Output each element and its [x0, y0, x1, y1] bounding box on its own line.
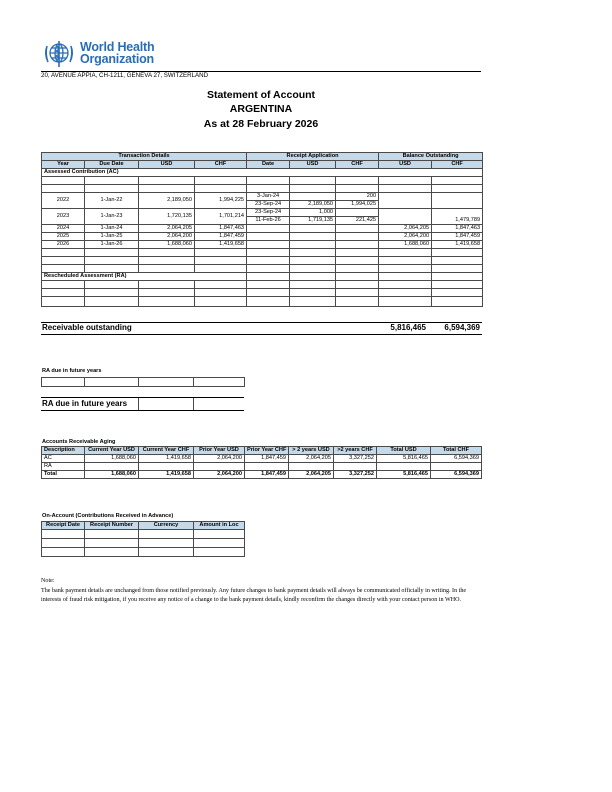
usd-cell: 1,688,060	[139, 241, 195, 249]
aging-cell: 1,419,658	[139, 455, 194, 463]
divider	[138, 398, 139, 410]
col-receipt-usd: USD	[290, 161, 336, 169]
ra-future-small-label: RA due in future years	[42, 368, 102, 374]
year-cell: 2026	[42, 241, 85, 249]
aging-row-ac	[42, 455, 482, 463]
aging-cell: 3,327,252	[334, 471, 377, 479]
usd-cell: 2,064,200	[139, 233, 195, 241]
on-account-title: On-Account (Contributions Received in Advance)	[42, 513, 174, 519]
due-date-cell: 1-Jan-24	[85, 225, 139, 233]
group-header-balance: Balance Outstanding	[379, 153, 483, 161]
receipt-date-cell: 23-Sep-24	[247, 209, 290, 217]
chf-cell: 1,994,225	[195, 193, 247, 209]
balance-chf-cell: 1,419,658	[432, 241, 483, 249]
who-emblem-icon	[41, 38, 77, 70]
aging-col-prior-usd: Prior Year USD	[194, 447, 245, 455]
balance-usd-cell: 2,064,200	[379, 233, 432, 241]
receipt-date-cell: 3-Jan-24	[247, 193, 290, 201]
blank-row	[42, 249, 483, 257]
org-name-line2: Organization	[80, 52, 154, 66]
aging-cell: 2,064,200	[194, 471, 245, 479]
blank-row	[42, 185, 483, 193]
receivable-usd: 5,816,465	[390, 323, 426, 332]
table-row	[42, 193, 483, 201]
assessed-label: Assessed Contribution (AC)	[42, 169, 247, 177]
on-account-col-receipt-number: Receipt Number	[85, 522, 139, 530]
balance-usd-cell	[379, 209, 432, 225]
country-name: ARGENTINA	[229, 103, 293, 115]
aging-col-2y-usd: > 2 years USD	[289, 447, 334, 455]
receipt-date-cell: 11-Feb-26	[247, 217, 290, 225]
on-account-header-row	[42, 522, 245, 530]
receivable-label: Receivable outstanding	[42, 323, 132, 332]
statement-table	[41, 152, 483, 307]
year-cell: 2025	[42, 233, 85, 241]
aging-table	[41, 446, 482, 479]
blank-row	[42, 281, 483, 289]
col-balance-usd: USD	[379, 161, 432, 169]
column-header-row	[42, 161, 483, 169]
aging-col-prior-chf: Prior Year CHF	[245, 447, 289, 455]
year-cell: 2024	[42, 225, 85, 233]
aging-col-current-chf: Current Year CHF	[139, 447, 194, 455]
balance-chf-cell	[432, 193, 483, 209]
receipt-chf-cell	[336, 209, 379, 217]
aging-row-total	[42, 471, 482, 479]
aging-cell: 6,594,369	[431, 455, 482, 463]
section-row	[42, 169, 483, 177]
rescheduled-label: Rescheduled Assessment (RA)	[42, 273, 247, 281]
receivable-chf: 6,594,369	[444, 323, 480, 332]
chf-cell: 1,847,459	[195, 233, 247, 241]
aging-cell: 3,327,252	[334, 455, 377, 463]
aging-cell: 2,064,205	[289, 471, 334, 479]
year-cell: 2022	[42, 193, 85, 209]
usd-cell: 1,720,135	[139, 209, 195, 225]
on-account-table	[41, 521, 245, 557]
section-row	[42, 273, 483, 281]
usd-cell: 2,064,205	[139, 225, 195, 233]
divider	[193, 398, 194, 410]
aging-cell: 1,419,658	[139, 471, 194, 479]
col-balance-chf: CHF	[432, 161, 483, 169]
due-date-cell: 1-Jan-23	[85, 209, 139, 225]
aging-cell: 2,064,200	[194, 455, 245, 463]
table-row	[42, 241, 483, 249]
org-name-line1: World Health	[80, 40, 155, 54]
statement-date: As at 28 February 2026	[203, 118, 319, 130]
col-receipt-date: Date	[247, 161, 290, 169]
aging-cell: 6,594,369	[431, 471, 482, 479]
aging-cell: Total	[42, 471, 85, 479]
aging-cell: 1,847,459	[245, 455, 289, 463]
chf-cell: 1,701,214	[195, 209, 247, 225]
note-text: The bank payment details are unchanged from those notified previously. Any future changes to bank payment details will always be communicated officially in writing. In the interests of fraud risk mitigation, if you receive any notice of a change to the bank payment details, kindly reconfirm the changes directly with your contact person in WHO.	[41, 588, 467, 603]
balance-usd-cell	[379, 193, 432, 209]
aging-cell: AC	[42, 455, 85, 463]
ra-future-total-row	[41, 397, 244, 411]
table-row	[42, 233, 483, 241]
aging-col-total-usd: Total USD	[377, 447, 431, 455]
address: 20, AVENUE APPIA, CH-1211, GENEVA 27, SWITZERLAND	[41, 72, 209, 79]
chf-cell: 1,419,658	[195, 241, 247, 249]
balance-usd-cell: 1,688,060	[379, 241, 432, 249]
group-header-row	[42, 153, 483, 161]
note-label: Note:	[41, 578, 55, 584]
aging-row-ra	[42, 463, 482, 471]
aging-col-total-chf: Total CHF	[431, 447, 482, 455]
aging-col-current-usd: Current Year USD	[85, 447, 139, 455]
blank-row	[42, 177, 483, 185]
receipt-usd-cell: 1,000	[290, 209, 336, 217]
col-chf: CHF	[195, 161, 247, 169]
receipt-usd-cell	[290, 193, 336, 201]
receipt-chf-cell: 221,425	[336, 217, 379, 225]
aging-cell: 5,816,465	[377, 455, 431, 463]
receipt-chf-cell: 1,994,025	[336, 201, 379, 209]
aging-cell: 1,688,060	[85, 471, 139, 479]
group-header-receipt: Receipt Application	[247, 153, 379, 161]
ra-future-big-label: RA due in future years	[42, 399, 128, 408]
col-receipt-chf: CHF	[336, 161, 379, 169]
statement-title: Statement of Account	[206, 89, 316, 101]
aging-col-description: Description	[42, 447, 85, 455]
blank-row	[42, 297, 483, 307]
table-row	[42, 209, 483, 217]
receipt-date-cell: 23-Sep-24	[247, 201, 290, 209]
ra-future-table	[41, 377, 245, 387]
aging-title: Accounts Receivable Aging	[42, 439, 116, 445]
aging-header-row	[42, 447, 482, 455]
usd-cell: 2,189,050	[139, 193, 195, 209]
col-due-date: Due Date	[85, 161, 139, 169]
col-year: Year	[42, 161, 85, 169]
receivable-rule-bottom	[41, 334, 482, 335]
blank-row	[42, 530, 245, 539]
blank-row	[42, 257, 483, 265]
due-date-cell: 1-Jan-22	[85, 193, 139, 209]
col-usd: USD	[139, 161, 195, 169]
balance-chf-cell: 1,847,463	[432, 225, 483, 233]
balance-chf-cell: 1,847,459	[432, 233, 483, 241]
chf-cell: 1,847,463	[195, 225, 247, 233]
aging-cell: 1,847,459	[245, 471, 289, 479]
on-account-col-currency: Currency	[139, 522, 194, 530]
aging-cell: 1,688,060	[85, 455, 139, 463]
aging-cell: 5,816,465	[377, 471, 431, 479]
receipt-usd-cell: 2,189,050	[290, 201, 336, 209]
balance-usd-cell: 2,064,205	[379, 225, 432, 233]
receipt-chf-cell: 200	[336, 193, 379, 201]
blank-row	[42, 289, 483, 297]
receipt-usd-cell: 1,719,135	[290, 217, 336, 225]
due-date-cell: 1-Jan-25	[85, 233, 139, 241]
on-account-col-amount: Amount in Loc	[194, 522, 245, 530]
group-header-transaction: Transaction Details	[42, 153, 247, 161]
year-cell: 2023	[42, 209, 85, 225]
blank-row	[42, 265, 483, 273]
table-row	[42, 225, 483, 233]
balance-chf-cell: 1,479,789	[432, 209, 483, 225]
aging-cell: RA	[42, 463, 85, 471]
aging-cell: 2,064,205	[289, 455, 334, 463]
aging-col-2y-chf: >2 years CHF	[334, 447, 377, 455]
blank-row	[42, 548, 245, 557]
due-date-cell: 1-Jan-26	[85, 241, 139, 249]
org-name	[80, 41, 154, 65]
on-account-col-receipt-date: Receipt Date	[42, 522, 85, 530]
blank-row	[42, 539, 245, 548]
